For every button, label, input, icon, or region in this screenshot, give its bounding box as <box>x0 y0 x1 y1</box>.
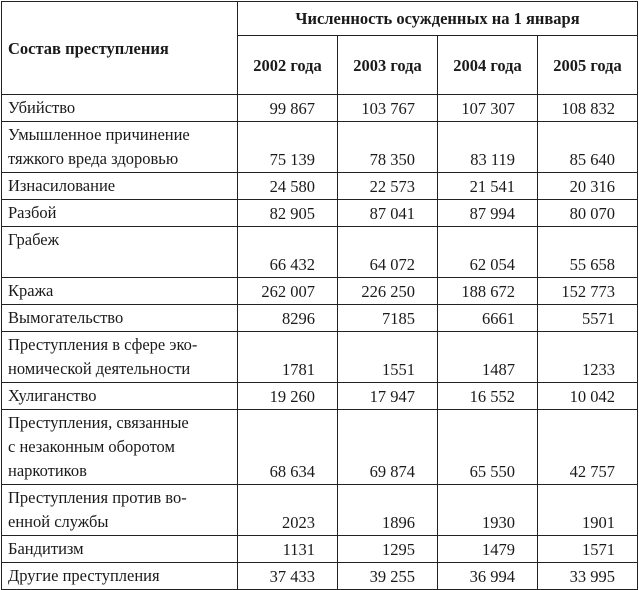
crime-type-line: Убийство <box>8 98 76 117</box>
count-cell: 22 573 <box>338 173 438 200</box>
crime-type-line: тяжкого вреда здоровью <box>8 149 179 168</box>
count-cell: 99 867 <box>238 95 338 122</box>
count-cell: 152 773 <box>538 278 638 305</box>
table-row <box>2 332 638 383</box>
table-row <box>2 410 638 485</box>
table-row <box>2 383 638 410</box>
header-row-group <box>2 2 638 36</box>
count-cell: 36 994 <box>438 563 538 590</box>
year-header: 2004 года <box>438 36 538 95</box>
crime-type-cell <box>2 200 238 227</box>
count-cell: 37 433 <box>238 563 338 590</box>
count-cell: 226 250 <box>338 278 438 305</box>
count-cell: 107 307 <box>438 95 538 122</box>
crime-type-line: Вымогательство <box>8 308 124 327</box>
count-cell: 33 995 <box>538 563 638 590</box>
crime-type-header: Состав преступления <box>2 2 238 95</box>
count-cell: 65 550 <box>438 410 538 485</box>
table-row <box>2 485 638 536</box>
crime-type-cell <box>2 173 238 200</box>
table-row <box>2 173 638 200</box>
crime-type-line: Изнасилование <box>8 176 116 195</box>
count-cell: 69 874 <box>338 410 438 485</box>
count-cell: 1295 <box>338 536 438 563</box>
year-header: 2002 года <box>238 36 338 95</box>
crime-type-cell <box>2 563 238 590</box>
count-cell: 16 552 <box>438 383 538 410</box>
crime-type-line <box>8 252 237 276</box>
count-cell: 1930 <box>438 485 538 536</box>
crime-type-cell <box>2 383 238 410</box>
count-cell: 66 432 <box>238 227 338 278</box>
count-cell: 82 905 <box>238 200 338 227</box>
crime-type-line: Преступления, связанные <box>8 413 189 432</box>
crime-type-line: наркотиков <box>8 461 87 480</box>
count-cell: 103 767 <box>338 95 438 122</box>
count-cell: 87 994 <box>438 200 538 227</box>
count-cell: 64 072 <box>338 227 438 278</box>
table-row <box>2 305 638 332</box>
crime-type-line: енной службы <box>8 512 109 531</box>
count-cell: 108 832 <box>538 95 638 122</box>
count-cell: 75 139 <box>238 122 338 173</box>
count-cell: 39 255 <box>338 563 438 590</box>
crime-type-cell <box>2 122 238 173</box>
crime-type-cell <box>2 278 238 305</box>
crime-type-cell <box>2 410 238 485</box>
crime-type-cell <box>2 305 238 332</box>
count-cell: 2023 <box>238 485 338 536</box>
year-header: 2003 года <box>338 36 438 95</box>
count-cell: 17 947 <box>338 383 438 410</box>
crime-type-line: с незаконным оборотом <box>8 437 175 456</box>
table-row <box>2 536 638 563</box>
count-cell: 62 054 <box>438 227 538 278</box>
count-cell: 1571 <box>538 536 638 563</box>
count-cell: 85 640 <box>538 122 638 173</box>
crime-type-cell <box>2 536 238 563</box>
count-cell: 24 580 <box>238 173 338 200</box>
count-cell: 78 350 <box>338 122 438 173</box>
crime-type-cell <box>2 95 238 122</box>
crime-type-line: Преступления против во- <box>8 488 187 507</box>
count-cell: 188 672 <box>438 278 538 305</box>
count-cell: 83 119 <box>438 122 538 173</box>
table-row <box>2 122 638 173</box>
crime-type-line: Грабеж <box>8 230 59 249</box>
count-cell: 1487 <box>438 332 538 383</box>
table-row <box>2 200 638 227</box>
count-cell: 10 042 <box>538 383 638 410</box>
count-cell: 1896 <box>338 485 438 536</box>
table-row <box>2 563 638 590</box>
crime-type-line: Преступления в сфере эко- <box>8 335 198 354</box>
count-cell: 7185 <box>338 305 438 332</box>
convicted-count-header: Численность осужденных на 1 января <box>238 2 638 36</box>
count-cell: 42 757 <box>538 410 638 485</box>
count-cell: 80 070 <box>538 200 638 227</box>
table-row <box>2 227 638 278</box>
convictions-table <box>1 1 638 590</box>
count-cell: 1233 <box>538 332 638 383</box>
count-cell: 87 041 <box>338 200 438 227</box>
count-cell: 1781 <box>238 332 338 383</box>
crime-type-line: Разбой <box>8 203 57 222</box>
count-cell: 1551 <box>338 332 438 383</box>
count-cell: 19 260 <box>238 383 338 410</box>
count-cell: 1131 <box>238 536 338 563</box>
count-cell: 55 658 <box>538 227 638 278</box>
count-cell: 68 634 <box>238 410 338 485</box>
crime-type-line: номической деятельности <box>8 359 191 378</box>
count-cell: 6661 <box>438 305 538 332</box>
crime-type-line: Кража <box>8 281 54 300</box>
count-cell: 1901 <box>538 485 638 536</box>
count-cell: 20 316 <box>538 173 638 200</box>
count-cell: 262 007 <box>238 278 338 305</box>
table-row <box>2 278 638 305</box>
crime-type-line: Хулиганство <box>8 386 97 405</box>
crime-type-cell <box>2 227 238 278</box>
crime-type-line: Бандитизм <box>8 539 84 558</box>
table-body <box>2 95 638 590</box>
crime-type-line: Умышленное причинение <box>8 125 190 144</box>
count-cell: 8296 <box>238 305 338 332</box>
count-cell: 21 541 <box>438 173 538 200</box>
crime-type-cell <box>2 485 238 536</box>
crime-type-cell <box>2 332 238 383</box>
table-row <box>2 95 638 122</box>
count-cell: 5571 <box>538 305 638 332</box>
year-header: 2005 года <box>538 36 638 95</box>
crime-type-line: Другие преступления <box>8 566 160 585</box>
count-cell: 1479 <box>438 536 538 563</box>
